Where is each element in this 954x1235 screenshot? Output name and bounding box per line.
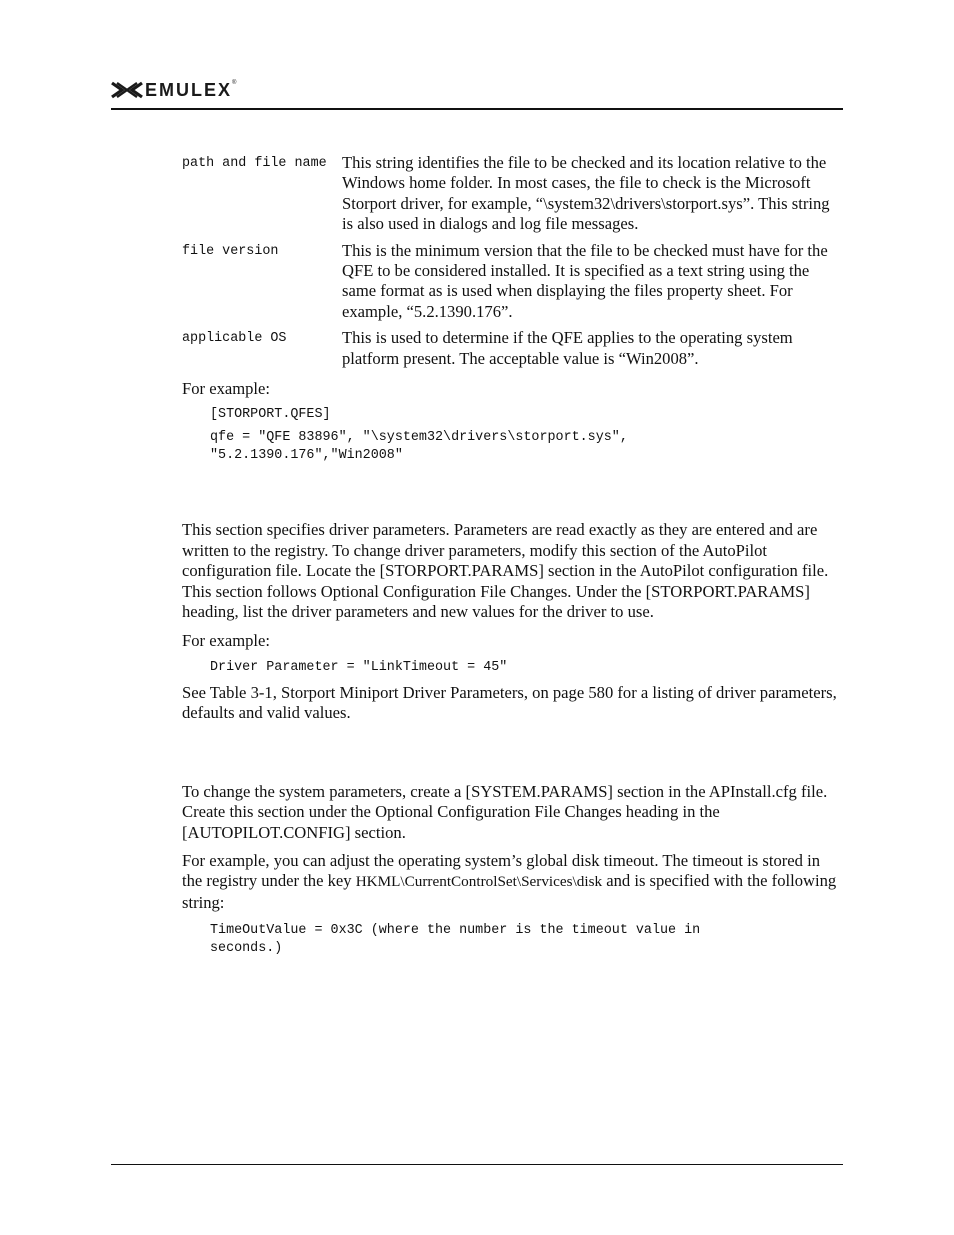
param-term: file version xyxy=(182,243,279,259)
param-description: This is used to determine if the QFE applies to the operating system platform present. The acceptable value is “Win2008”. xyxy=(342,328,793,368)
header-rule xyxy=(111,108,843,110)
see-also-paragraph: See Table 3-1, Storport Miniport Driver Parameters, on page 580 for a listing of driver parameters, defaults and valid values. xyxy=(182,682,837,723)
param-description: This string identifies the file to be checked and its location relative to the Windows home folder. In most cases, the file to check is the Microsoft Storport driver, for example, “\system32\drivers\storport.sys”. This string is also used in dialogs and log file messages. xyxy=(342,153,830,234)
code-block-qfe-entry: qfe = "QFE 83896", "\system32\drivers\storport.sys", "5.2.1390.176","Win2008" xyxy=(210,430,628,464)
example-intro: For example: xyxy=(182,379,271,399)
emulex-logo-text: EMULEX® xyxy=(145,80,237,100)
footer-rule xyxy=(111,1164,843,1165)
emulex-logo-icon xyxy=(111,80,143,100)
code-block-qfes-heading: [STORPORT.QFES] xyxy=(210,407,331,423)
example-intro: For example: xyxy=(182,630,271,650)
param-term: path and file name xyxy=(182,156,327,171)
timeout-example-paragraph: For example, you can adjust the operating system’s global disk timeout. The timeout is stored in the registry under the key HKML\CurrentControlSet\Services\disk and is specified with the following string: xyxy=(182,850,837,912)
param-term: applicable OS xyxy=(182,331,287,347)
qfe-parameter-table xyxy=(182,153,844,375)
table-row xyxy=(182,241,844,329)
param-description: This is the minimum version that the file to be checked must have for the QFE to be considered installed. It is specified as a text string using the same format as is used when displaying the files property sheet. For example, “5.2.1390.176”. xyxy=(342,240,828,321)
table-row xyxy=(182,328,844,375)
code-block-timeout: TimeOutValue = 0x3C (where the number is the timeout value in seconds.) xyxy=(210,923,701,957)
system-section-paragraph: To change the system parameters, create a [SYSTEM.PARAMS] section in the APInstall.cfg file. Create this section under the Optional Configuration File Changes heading in the [AUTOPILOT.CONFIG] section. xyxy=(182,781,828,842)
table-row xyxy=(182,153,844,241)
registry-key: HKML\CurrentControlSet\Services\disk xyxy=(355,873,603,891)
page-content xyxy=(182,153,844,958)
code-block-driver-parameter: Driver Parameter = "LinkTimeout = 45" xyxy=(210,659,508,675)
driver-section-paragraph: This section specifies driver parameters. Parameters are read exactly as they are entered and are written to the registry. To change driver parameters, modify this section of the AutoPilot configuration file. Locate the [STORPORT.PARAMS] section in the AutoPilot configuration file. This section follows Optional Configuration File Changes. Under the [STORPORT.PARAMS] heading, list the driver parameters and new values for the driver to use. xyxy=(182,520,829,622)
